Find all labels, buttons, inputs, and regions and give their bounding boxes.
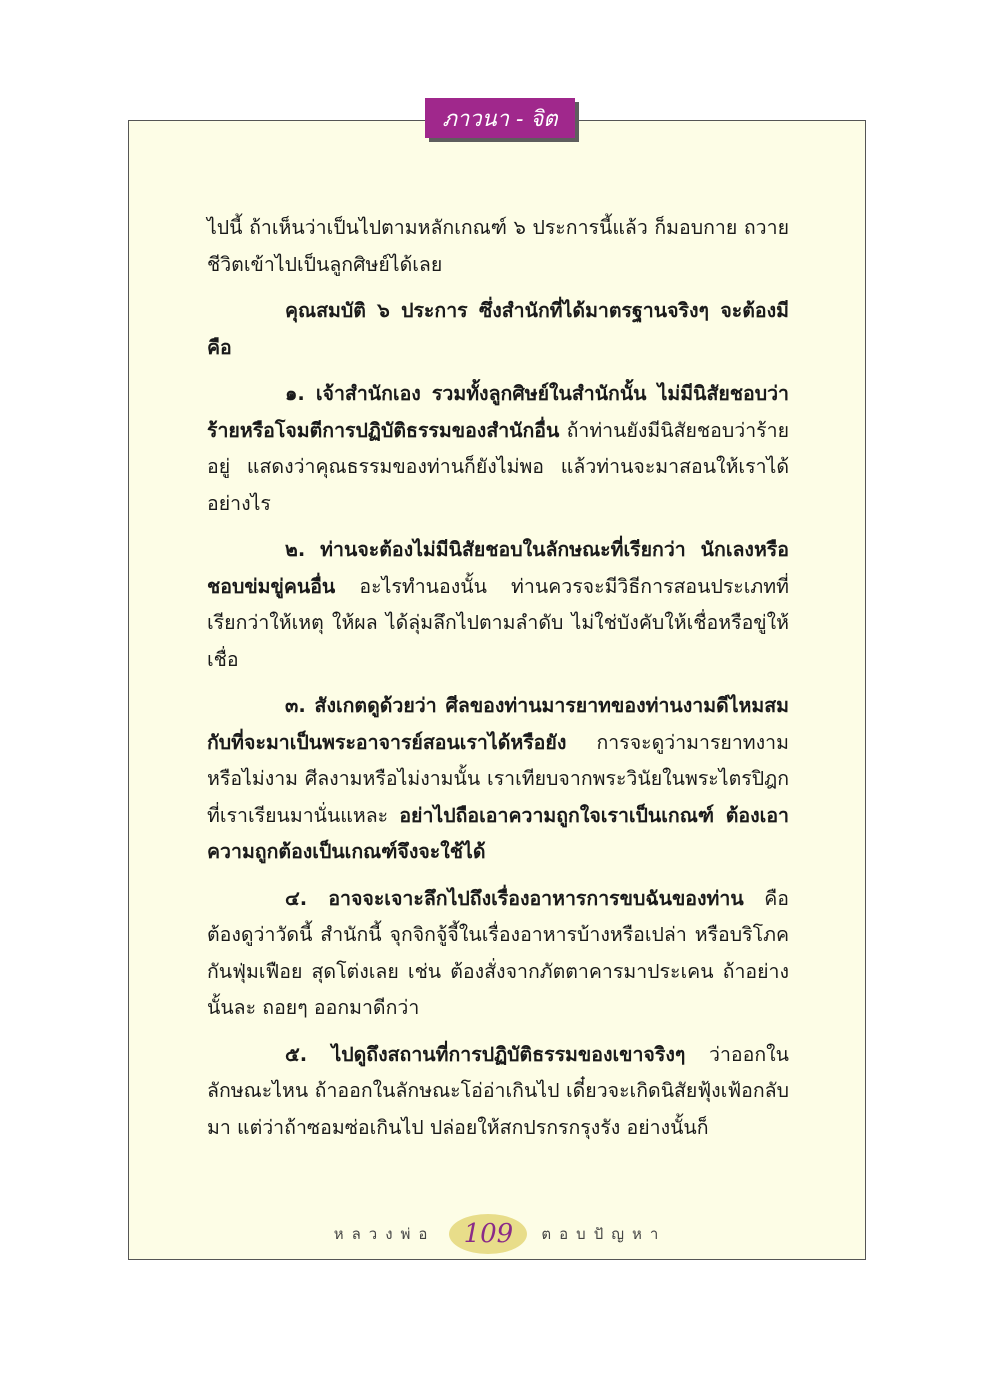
footer-right-label: ตอบปัญหา xyxy=(541,1225,667,1243)
paragraph-bold: ๓. สังเกตดูด้วยว่า ศีลของท่านมารยาทของท่านงามดีไหมสมกับที่จะมาเป็นพระอาจารย์สอนเราได้หรือยัง xyxy=(207,694,789,754)
paragraph-bold: ๕. ไปดูถึงสถานที่การปฏิบัติธรรมของเขาจริงๆ xyxy=(285,1042,686,1066)
paragraph-text: อะไรทำนองนั้น ท่านควรจะมีวิธีการสอนประเภทที่เรียกว่าให้เหตุ ให้ผล ได้ลุ่มลึกไปตามลำดับ ไม่ใช่บังคับให้เชื่อหรือขู่ให้เชื่อ xyxy=(207,574,789,671)
paragraph-bold: ๑. เจ้าสำนักเอง รวมทั้งลูกศิษย์ในสำนักนั้น ไม่มีนิสัยชอบว่าร้ายหรือโจมตีการปฏิบัติธรรมของสำนักอื่น xyxy=(207,382,789,442)
paragraph-intro xyxy=(207,210,789,283)
paragraph-qualifications-heading xyxy=(207,293,789,366)
paragraph-item-4 xyxy=(207,881,789,1027)
paragraph-bold: ๒. ท่านจะต้องไม่มีนิสัยชอบในลักษณะที่เรียกว่า นักเลงหรือชอบข่มขู่คนอื่น xyxy=(207,538,789,598)
page-number: 109 xyxy=(463,1219,514,1249)
footer-left-label: หลวงพ่อ xyxy=(333,1225,436,1243)
paragraph-item-1 xyxy=(207,376,789,522)
page-footer xyxy=(0,1212,1000,1256)
paragraph-bold-2: อย่าไปถือเอาความถูกใจเราเป็นเกณฑ์ ต้องเอาความถูกต้องเป็นเกณฑ์จึงจะใช้ได้ xyxy=(207,803,789,863)
paragraph-item-5 xyxy=(207,1037,789,1147)
body-text xyxy=(207,210,789,1156)
paragraph-bold: ๔. อาจจะเจาะลึกไปถึงเรื่องอาหารการขบฉันของท่าน xyxy=(285,886,744,910)
paragraph-text: ถ้าท่านยังมีนิสัยชอบว่าร้ายอยู่ แสดงว่าคุณธรรมของท่านก็ยังไม่พอ แล้วท่านจะมาสอนให้เราได้อย่างไร xyxy=(207,418,789,515)
paragraph-item-3 xyxy=(207,688,789,871)
page-number-badge xyxy=(449,1214,527,1254)
paragraph-bold: คุณสมบัติ ๖ ประการ ซึ่งสำนักที่ได้มาตรฐานจริงๆ จะต้องมีคือ xyxy=(207,299,789,359)
paragraph-text: ไปนี้ ถ้าเห็นว่าเป็นไปตามหลักเกณฑ์ ๖ ประการนี้แล้ว ก็มอบกาย ถวายชีวิตเข้าไปเป็นลูกศิษย์ได้เลย xyxy=(207,216,789,276)
paragraph-text: คือต้องดูว่าวัดนี้ สำนักนี้ จุกจิกจู้จี้ในเรื่องอาหารบ้างหรือเปล่า หรือบริโภคกันฟุ่มเฟือย สุดโต่งเลย เช่น ต้องสั่งจากภัตตาคารมาประเคน ถ้าอย่างนั้นละ ถอยๆ ออกมาดีกว่า xyxy=(207,886,789,1019)
paragraph-text: ว่าออกในลักษณะไหน ถ้าออกในลักษณะโอ่อ่าเกินไป เดี๋ยวจะเกิดนิสัยฟุ้งเฟ้อกลับมา แต่ว่าถ้าซอมซ่อเกินไป ปล่อยให้สกปรกรกรุงรัง อย่างนั้นก็ xyxy=(207,1042,789,1139)
chapter-title: ภาวนา - จิต xyxy=(442,106,558,132)
paragraph-text: การจะดูว่ามารยาทงามหรือไม่งาม ศีลงามหรือไม่งามนั้น เราเทียบจากพระวินัยในพระไตรปิฎกที่เราเรียนมานั่นแหละ xyxy=(207,730,789,827)
chapter-header xyxy=(425,98,575,138)
paragraph-item-2 xyxy=(207,532,789,678)
